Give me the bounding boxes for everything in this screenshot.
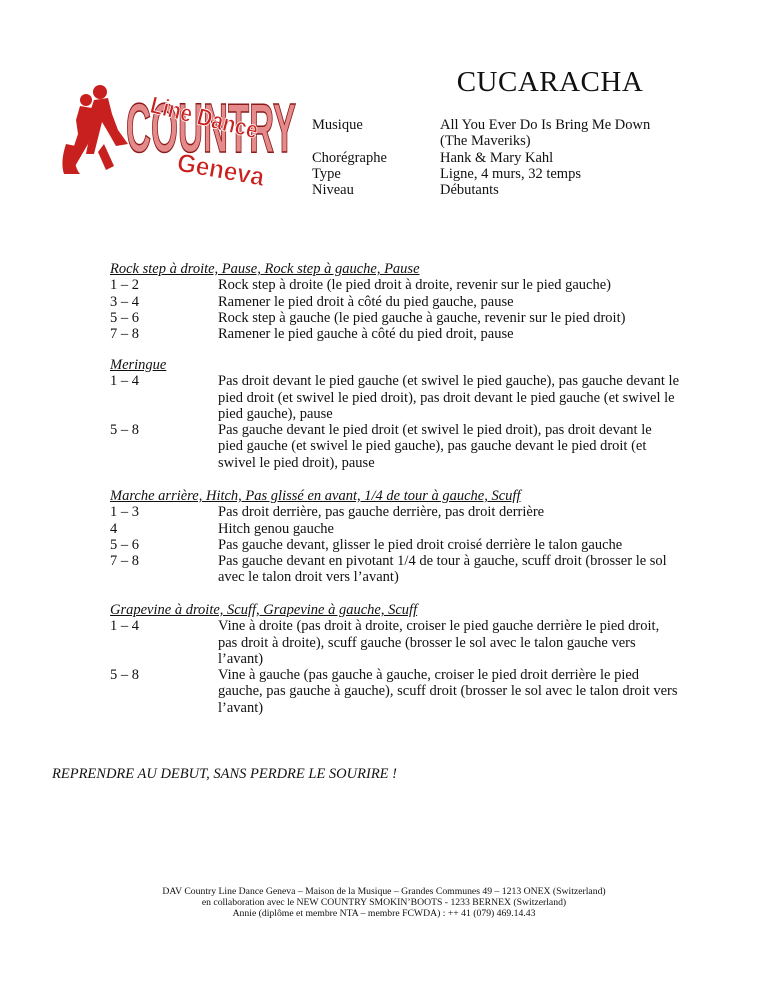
section-meringue [110,357,680,471]
step-text: Ramener le pied droit à côté du pied gauche, pause [218,293,514,310]
section-heading: Marche arrière, Hitch, Pas glissé en avant, 1/4 de tour à gauche, Scuff [110,488,521,504]
section-heading: Grapevine à droite, Scuff, Grapevine à gauche, Scuff [110,602,418,618]
step-count: 5 – 6 [110,536,139,553]
step-row [110,537,680,553]
step-text: Pas gauche devant, glisser le pied droit croisé derrière le talon gauche [218,536,623,553]
step-count: 3 – 4 [110,293,139,310]
step-row [110,618,680,667]
step-count: 5 – 6 [110,309,139,326]
step-count: 1 – 4 [110,373,139,390]
section-heading: Meringue [110,357,167,373]
step-count: 1 – 3 [110,504,139,521]
footer [0,886,768,919]
logo [58,74,303,205]
label-choreographer: Chorégraphe [312,150,387,166]
step-row [110,553,680,586]
step-text: Pas gauche devant le pied droit (et swivel le pied droit), pas droit devant le pied gauche (et swivel le pied gauche), pas gauche devant le pied droit (et swivel le pied droit), pause [218,422,652,471]
step-text: Ramener le pied gauche à côté du pied droit, pause [218,326,514,343]
step-text: Vine à gauche (pas gauche à gauche, croiser le pied droit derrière le pied gauche, pas gauche à gauche), scuff droit (brosser le sol avec le talon droit vers l’avant) [218,667,678,716]
step-text: Pas droit devant le pied gauche (et swivel le pied gauche), pas gauche devant le pied droit (et swivel le pied droit), pas droit devant le pied gauche (et swivel le pied gauche), pause [218,373,680,422]
step-count: 5 – 8 [110,422,139,439]
step-count: 7 – 8 [110,553,139,570]
step-row [110,422,680,471]
step-text: Vine à droite (pas droit à droite, croiser le pied gauche derrière le pied droit, pas droit à droite), scuff gauche (brosser le sol avec le talon gauche vers l’avant) [218,618,660,667]
svg-text:COUNTRY: COUNTRY [126,89,296,167]
step-text: Hitch genou gauche [218,520,334,537]
type-value: Ligne, 4 murs, 32 temps [440,166,581,182]
step-count: 1 – 4 [110,618,139,635]
step-row [110,277,680,293]
dancers-silhouette [62,85,128,174]
footer-line: Annie (diplôme et membre NTA – membre FCWDA) : ++ 41 (079) 469.14.43 [232,908,536,919]
closing-note: REPRENDRE AU DEBUT, SANS PERDRE LE SOURIRE ! [52,766,397,782]
level-value: Débutants [440,182,499,198]
label-music: Musique [312,117,363,133]
choreographer-value: Hank & Mary Kahl [440,150,554,166]
step-count: 4 [110,520,118,537]
logo-line-dance: Line Dance [147,91,279,149]
step-row [110,294,680,310]
section-grapevine [110,602,680,716]
step-row [110,667,680,716]
step-text: Rock step à gauche (le pied gauche à gauche, revenir sur le pied droit) [218,309,626,326]
label-type: Type [312,166,341,182]
section-rock-step [110,261,680,342]
step-count: 5 – 8 [110,667,139,684]
step-text: Rock step à droite (le pied droit à droite, revenir sur le pied gauche) [218,277,611,294]
step-count: 7 – 8 [110,326,139,343]
step-text: Pas gauche devant en pivotant 1/4 de tour à gauche, scuff droit (brosser le sol avec le talon droit vers l’avant) [218,553,667,586]
step-row [110,504,680,520]
step-text: Pas droit derrière, pas gauche derrière, pas droit derrière [218,504,545,521]
section-heading: Rock step à droite, Pause, Rock step à gauche, Pause [110,261,420,277]
step-row [110,373,680,422]
step-row [110,326,680,342]
footer-line: en collaboration avec le NEW COUNTRY SMOKIN’BOOTS - 1233 BERNEX (Switzerland) [201,897,567,908]
step-row [110,521,680,537]
logo-geneva: Geneva [174,147,273,193]
step-count: 1 – 2 [110,277,139,294]
section-back-walk [110,488,680,586]
music-artist: (The Maveriks) [440,133,531,149]
page-title: CUCARACHA [456,66,644,98]
music-title: All You Ever Do Is Bring Me Down [440,117,651,133]
label-level: Niveau [312,182,354,198]
footer-line: DAV Country Line Dance Geneva – Maison de la Musique – Grandes Communes 49 – 1213 ONEX (Switzerland) [162,886,606,897]
step-row [110,310,680,326]
